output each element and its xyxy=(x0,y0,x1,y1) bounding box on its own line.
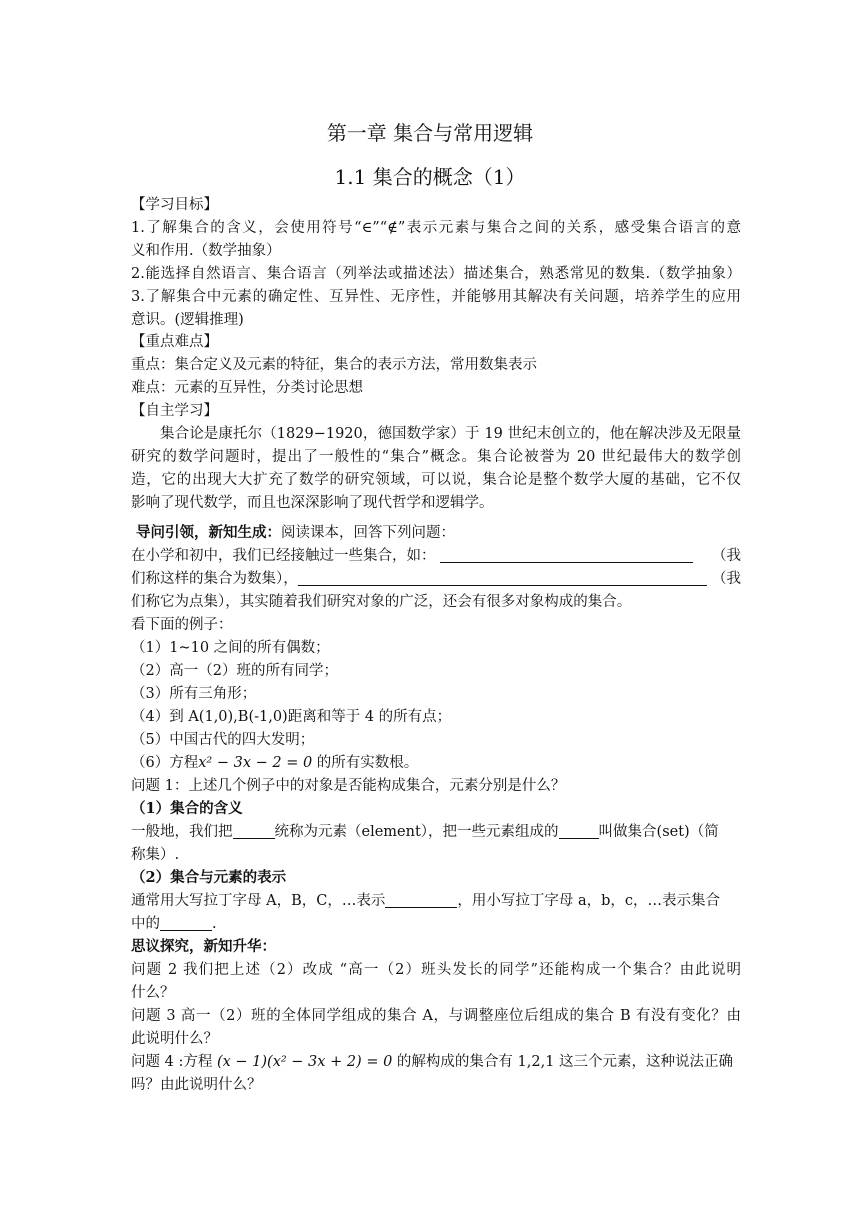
example-3: （3）所有三角形； xyxy=(131,686,257,702)
question-2-line-1: 问题 2 我们把上述（2）改成 “高一（2）班头发长的同学”还能构成一个集合？由此说明 xyxy=(131,962,741,978)
question-4-prefix: 问题 4 :方程 xyxy=(131,1054,217,1070)
meaning-line-1-c: 叫做集合(set)（简 xyxy=(598,824,719,840)
fill-blank-element-definition[interactable] xyxy=(233,821,275,839)
representation-line-1-b: ，用小写拉丁字母 a，b，c，…表示集合 xyxy=(457,893,720,909)
representation-line-1 xyxy=(131,890,741,912)
representation-heading: （2）集合与元素的表示 xyxy=(131,869,287,886)
question-4-line-2: 吗？由此说明什么？ xyxy=(131,1077,262,1093)
meaning-line-1 xyxy=(131,821,741,843)
fill-blank-set-definition[interactable] xyxy=(559,821,599,839)
guide-line-2 xyxy=(131,568,741,590)
guide-heading-bold: 导问引领，新知生成： xyxy=(136,524,281,541)
guide-line-1-end: （我 xyxy=(712,548,741,564)
meaning-line-2: 称集）. xyxy=(131,847,180,863)
goal-2: 2.能选择自然语言、集合语言（列举法或描述法）描述集合，熟悉常见的数集.（数学抽象） xyxy=(131,266,741,282)
representation-line-2 xyxy=(131,913,741,935)
goal-1-line-2: 义和作用.（数学抽象） xyxy=(131,243,281,259)
guide-line-1-text: 在小学和初中，我们已经接触过一些集合，如： xyxy=(131,548,436,564)
example-4: （4）到 A(1,0),B(-1,0)距离和等于 4 的所有点； xyxy=(131,709,452,725)
example-6 xyxy=(131,752,741,774)
meaning-heading: （1）集合的含义 xyxy=(131,800,243,817)
question-2-line-2: 什么？ xyxy=(131,985,175,1001)
guide-line-1 xyxy=(131,545,741,567)
question-1: 问题 1：上述几个例子中的对象是否能构成集合，元素分别是什么？ xyxy=(131,778,566,794)
self-study-line-2: 研究的数学问题时，提出了一般性的“集合”概念。集合论被誉为 20 世纪最伟大的数学创 xyxy=(131,449,741,465)
representation-line-2-a: 中的 xyxy=(131,916,160,932)
guide-heading xyxy=(136,522,746,544)
example-5: （5）中国古代的四大发明； xyxy=(131,732,315,748)
example-1: （1）1~10 之间的所有偶数； xyxy=(131,640,330,656)
self-study-heading: 【自主学习】 xyxy=(131,403,218,419)
representation-line-2-b: . xyxy=(212,916,217,932)
fill-blank-lowercase-meaning[interactable] xyxy=(160,913,212,931)
goal-3-line-2: 意识。(逻辑推理) xyxy=(131,312,244,328)
fill-blank-point-sets[interactable] xyxy=(298,568,707,586)
difficult-point-text: 难点：元素的互异性，分类讨论思想 xyxy=(131,380,363,396)
guide-heading-rest: 阅读课本，回答下列问题： xyxy=(281,525,455,541)
guide-line-3: 们称它为点集），其实随着我们研究对象的广泛，还会有很多对象构成的集合。 xyxy=(131,594,632,610)
self-study-line-1: 集合论是康托尔（1829−1920，德国数学家）于 19 世纪末创立的，他在解决涉及无限量 xyxy=(160,426,741,442)
example-6-prefix: （6）方程 xyxy=(131,755,199,771)
chapter-title: 第一章 集合与常用逻辑 xyxy=(326,121,534,145)
self-study-line-3: 造，它的出现大大扩充了数学的研究领域，可以说，集合论是整个数学大厦的基础，它不仅 xyxy=(131,472,741,488)
example-6-suffix: 的所有实数根。 xyxy=(312,755,419,771)
explore-heading: 思议探究，新知升华： xyxy=(131,938,276,955)
question-3-line-1: 问题 3 高一（2）班的全体同学组成的集合 A，与调整座位后组成的集合 B 有没有变化？由 xyxy=(131,1008,741,1024)
question-4-line-1 xyxy=(131,1051,741,1073)
guide-line-2-end: （我 xyxy=(712,571,741,587)
self-study-line-4: 影响了现代数学，而且也深深影响了现代哲学和逻辑学。 xyxy=(131,495,494,511)
section-title: 1.1 集合的概念（1） xyxy=(334,165,526,189)
question-3-line-2: 此说明什么？ xyxy=(131,1031,218,1047)
question-4-suffix: 的解构成的集合有 1,2,1 这三个元素，这种说法正确 xyxy=(392,1054,734,1070)
guide-line-4: 看下面的例子： xyxy=(131,617,233,633)
key-point-text: 重点：集合定义及元素的特征，集合的表示方法，常用数集表示 xyxy=(131,357,537,373)
example-2: （2）高一（2）班的所有同学； xyxy=(131,663,338,679)
meaning-line-1-a: 一般地，我们把 xyxy=(131,824,233,840)
fill-blank-uppercase-meaning[interactable] xyxy=(385,890,457,908)
guide-line-2-text: 们称这样的集合为数集）， xyxy=(131,571,298,587)
meaning-line-1-b: 统称为元素（element），把一些元素组成的 xyxy=(274,824,559,840)
key-points-heading: 【重点难点】 xyxy=(131,334,218,350)
question-4-equation: (x − 1)(x² − 3x + 2) = 0 xyxy=(216,1054,393,1070)
representation-line-1-a: 通常用大写拉丁字母 A，B，C，…表示 xyxy=(131,893,386,909)
goal-3-line-1: 3.了解集合中元素的确定性、互异性、无序性，并能够用其解决有关问题，培养学生的应用 xyxy=(131,289,741,305)
example-6-equation: x² − 3x − 2 = 0 xyxy=(198,755,313,771)
goal-1-line-1: 1.了解集合的含义，会使用符号“∈”“∉”表示元素与集合之间的关系，感受集合语言的意 xyxy=(131,220,741,236)
goals-heading: 【学习目标】 xyxy=(131,197,218,213)
fill-blank-number-sets[interactable] xyxy=(440,545,693,563)
